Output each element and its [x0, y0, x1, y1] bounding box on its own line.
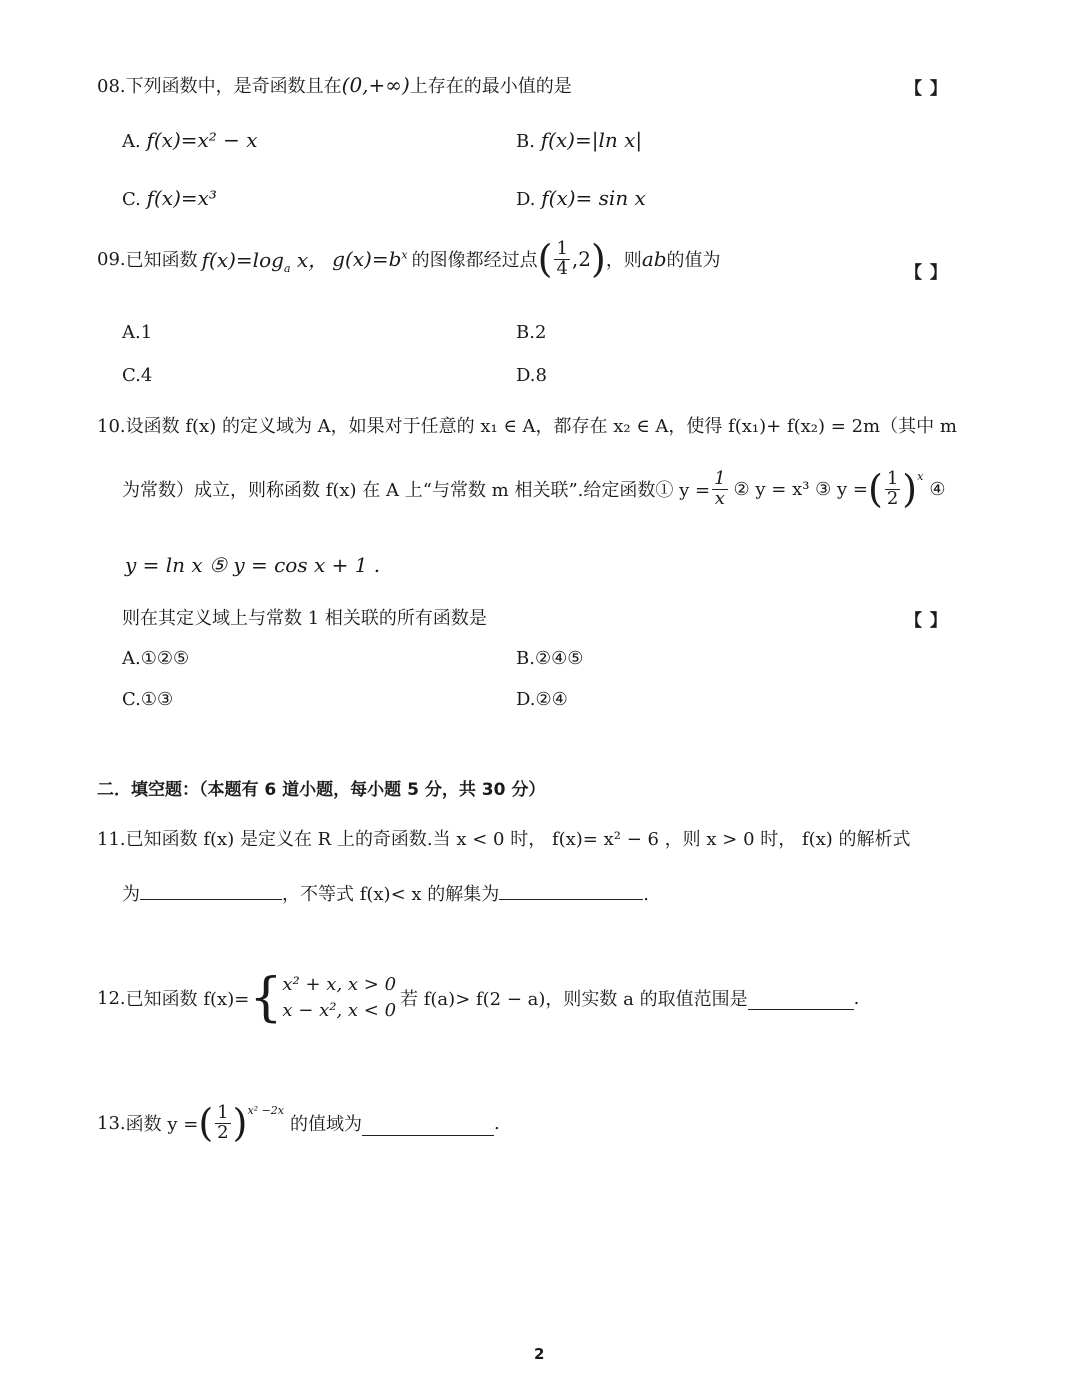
page-number: 2	[534, 1345, 545, 1363]
q10-stem-line3: y = ln x ⑤ y = cos x + 1 .	[125, 553, 381, 577]
q11-number: 11.	[97, 829, 126, 850]
q09-option-b: B.2	[516, 322, 547, 343]
q10-stem-line2: 为常数）成立，则称函数 f(x) 在 A 上“与常数 m 相关联”.给定函数① y = $\frac{1}{x}$ ② y = x³ ③ y = ( $\frac{1}{2}$ ) x ④	[122, 467, 946, 512]
q08-option-c: C. f(x)=x³	[122, 186, 217, 210]
q09-option-a: A.1	[122, 322, 153, 343]
q08-option-a: A. f(x)=x² − x	[122, 128, 258, 152]
q11-stem-line2: 为 ，不等式 f(x)< x 的解集为 .	[122, 884, 649, 905]
q10-stem-line4: 则在其定义域上与常数 1 相关联的所有函数是	[122, 608, 487, 629]
q08-option-d: D. f(x)= sin x	[516, 186, 646, 210]
q10-option-d: D.②④	[516, 689, 568, 710]
q09-answer-bracket: 【 】	[905, 263, 948, 283]
q08-option-b: B. f(x)=|ln x|	[516, 128, 643, 152]
q12-stem: 12. 已知函数 f(x)= { x² + x, x > 0 x − x², x < 0 若 f(a)> f(2 − a)，则实数 a 的取值范围是 .	[97, 968, 860, 1029]
q11-answer-blank-2[interactable]	[499, 885, 643, 900]
q10-option-b: B.②④⑤	[516, 648, 584, 669]
q08-number: 08.	[97, 76, 126, 97]
q08-stem: 08.下列函数中，是奇函数且在(0,+∞)上存在的最小值的是	[97, 73, 572, 97]
q13-answer-blank[interactable]	[362, 1121, 494, 1136]
q13-number: 13.	[97, 1112, 126, 1134]
q10-option-a: A.①②⑤	[122, 648, 190, 669]
q10-option-c: C.①③	[122, 689, 174, 710]
q09-point-fraction: $\frac{1}{4}$	[556, 238, 568, 279]
q10-answer-bracket: 【 】	[905, 611, 948, 631]
q11-stem-line1: 11.已知函数 f(x) 是定义在 R 上的奇函数.当 x < 0 时， f(x)= x² − 6 ，则 x > 0 时， f(x) 的解析式	[97, 829, 911, 850]
q12-answer-blank[interactable]	[748, 995, 854, 1010]
q12-piecewise-cases: x² + x, x > 0 x − x², x < 0	[282, 974, 397, 1022]
q11-answer-blank-1[interactable]	[140, 885, 282, 900]
q13-stem: 13. 函数 y = ( $\frac{1}{2}$ ) x² −2x 的值域为 .	[97, 1101, 500, 1146]
q10-stem-line1: 10.设函数 f(x) 的定义域为 A，如果对于任意的 x₁ ∈ A，都存在 x₂ ∈ A，使得 f(x₁)+ f(x₂) = 2m（其中 m	[97, 416, 957, 437]
q12-number: 12.	[97, 987, 126, 1009]
q08-answer-bracket: 【 】	[905, 79, 948, 99]
q09-stem: 09. 已知函数 $f(x)=\log_a$ x， $g(x)=b^x$ 的图像都经过点 ( $\frac{1}{4}$ ,2 ) ，则 ab 的值为	[97, 237, 721, 282]
q09-option-d: D.8	[516, 365, 547, 386]
section-2-heading: 二．填空题：（本题有 6 道小题，每小题 5 分，共 30 分）	[97, 780, 546, 800]
q09-option-c: C.4	[122, 365, 153, 386]
q10-number: 10.	[97, 416, 126, 437]
q09-number: 09.	[97, 248, 126, 270]
